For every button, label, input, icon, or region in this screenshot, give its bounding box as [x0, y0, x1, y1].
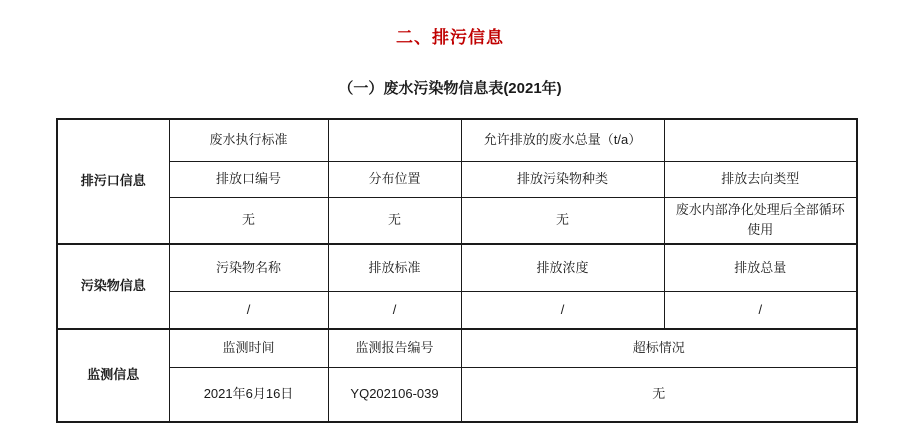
cell-discharge-destination-value: 废水内部净化处理后全部循环使用 — [664, 197, 857, 244]
cell-allowed-total-label: 允许排放的废水总量（t/a） — [461, 119, 664, 161]
cell-discharge-standard-value: / — [328, 291, 461, 329]
cell-discharge-concentration-value: / — [461, 291, 664, 329]
cell-exceed-status-header: 超标情况 — [461, 329, 857, 367]
cell-exec-standard-value — [328, 119, 461, 161]
page-subtitle: （一）废水污染物信息表(2021年) — [338, 80, 562, 97]
cell-discharge-destination-header: 排放去向类型 — [664, 161, 857, 197]
cell-monitor-time-header: 监测时间 — [169, 329, 328, 367]
cell-pollutant-type-value: 无 — [461, 197, 664, 244]
cell-discharge-total-header: 排放总量 — [664, 244, 857, 291]
cell-exec-standard-label: 废水执行标准 — [169, 119, 328, 161]
cell-outlet-number-value: 无 — [169, 197, 328, 244]
section-label-monitoring-info: 监测信息 — [57, 329, 169, 422]
cell-monitor-report-number-header: 监测报告编号 — [328, 329, 461, 367]
page-title: 二、排污信息 — [396, 28, 504, 47]
section-label-outlet-info: 排污口信息 — [57, 119, 169, 244]
cell-allowed-total-value — [664, 119, 857, 161]
cell-distribution-location-value: 无 — [328, 197, 461, 244]
cell-pollutant-type-header: 排放污染物种类 — [461, 161, 664, 197]
cell-exceed-status-value: 无 — [461, 367, 857, 422]
cell-distribution-location-header: 分布位置 — [328, 161, 461, 197]
cell-pollutant-name-value: / — [169, 291, 328, 329]
cell-discharge-total-value: / — [664, 291, 857, 329]
cell-outlet-number-header: 排放口编号 — [169, 161, 328, 197]
cell-monitor-report-number-value: YQ202106-039 — [328, 367, 461, 422]
cell-monitor-time-value: 2021年6月16日 — [169, 367, 328, 422]
cell-pollutant-name-header: 污染物名称 — [169, 244, 328, 291]
cell-discharge-concentration-header: 排放浓度 — [461, 244, 664, 291]
cell-discharge-standard-header: 排放标准 — [328, 244, 461, 291]
section-label-pollutant-info: 污染物信息 — [57, 244, 169, 329]
wastewater-pollutant-info-table — [56, 118, 858, 423]
